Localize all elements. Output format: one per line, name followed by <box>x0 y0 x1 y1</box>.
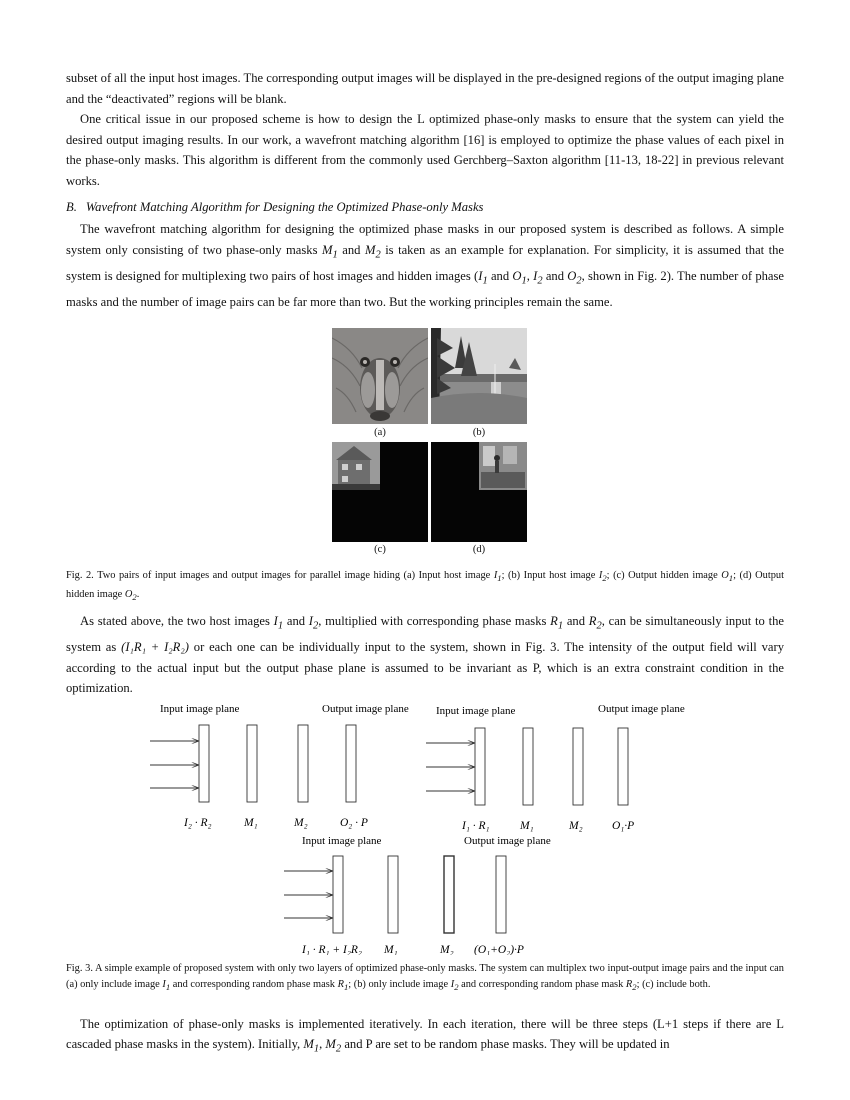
image-b-lake <box>431 328 527 424</box>
input-plane <box>333 856 343 933</box>
paragraph-1: subset of all the input host images. The corresponding output images will be displayed in the pre-designed regions of the output imaging plane and the “deactivated” regions will be blank. <box>66 71 784 106</box>
input-plane <box>475 728 485 805</box>
symbol-R1: $R_1$ <box>337 979 349 993</box>
text-run: and <box>342 242 361 257</box>
symbol-I1: $I_1$ <box>162 979 171 993</box>
output-plane-label: Output image plane <box>464 834 551 847</box>
label-c: (c) <box>374 544 386 556</box>
text-run: , multiplied with corresponding phase masks <box>318 614 547 629</box>
image-d-room <box>431 442 527 542</box>
text-run: and <box>545 268 565 283</box>
paragraph-5 <box>66 1014 784 1061</box>
text-run: and <box>286 614 306 629</box>
symbol-I1: $I_1$ <box>493 570 502 584</box>
output-plane-label: Output image plane <box>598 702 685 715</box>
figure-2-caption <box>66 568 784 605</box>
input-plane-label: Input image plane <box>436 704 516 717</box>
symbol-I2: $I_2$ <box>598 570 607 584</box>
plane-label: O₁·P <box>612 819 635 832</box>
text-run: . <box>136 588 140 600</box>
text-run: and <box>490 268 510 283</box>
input-plane-label: Input image plane <box>302 834 382 847</box>
text-run: and <box>566 614 586 629</box>
plane-label: M₁ <box>244 816 258 829</box>
combined-input-expression: (I₁R₁ + I₂R₂) <box>121 640 189 655</box>
text-run: or each one can be individually input to the system, shown in Fig. 3. The intensity of the output field will vary according to the actual input but the output phase plane is assumed to be invariant as P, which is an extra constraint condition in the optimization. <box>66 640 785 696</box>
figure-3-caption <box>66 961 784 996</box>
mask-m1 <box>388 856 398 933</box>
symbol-M1: $M_1$ <box>303 1037 320 1055</box>
text-run: , <box>526 268 530 283</box>
symbol-M2: $M_2$ <box>364 242 381 261</box>
symbol-I2: $I_2$ <box>450 979 459 993</box>
text-run: Fig. 2. Two pairs of input images and output images for parallel image hiding (a) Input host image <box>66 570 491 582</box>
input-plane <box>199 725 209 802</box>
text-run: , shown in Fig. 2). The number of phase masks and the number of image pairs can be far more than two. But the working principles remain the same. <box>66 268 784 309</box>
section-title: Wavefront Matching Algorithm for Designing the Optimized Phase-only Masks <box>85 200 484 214</box>
label-d: (d) <box>472 544 486 556</box>
plane-label: I₁ · R₁ + I₂R₂ <box>302 943 362 955</box>
figure-3-panel-b <box>426 703 685 832</box>
symbol-R2: $R_2$ <box>588 614 602 632</box>
symbol-I2: $I_2$ <box>308 614 319 632</box>
image-c-house <box>332 442 428 542</box>
section-number: B. <box>66 200 77 214</box>
image-a-baboon <box>332 328 428 424</box>
plane-label: M₁ <box>384 943 398 955</box>
figure-2 <box>66 328 784 566</box>
text-run: ; (b) Input host image <box>501 570 596 582</box>
label-b: (b) <box>472 427 486 439</box>
paragraph-2: One critical issue in our proposed scheme is how to design the L optimized phase-only masks to ensure that the system can yield the desired output imaging results. In our work, a wavefront matching algorithm [16] is employed to optimize the phase values of each pixel in the phase-only masks. This algorithm is different from the commonly used Gerchberg–Saxton algorithm [11-13, 18-22] in previous relevant works. <box>66 112 784 188</box>
text-run: , <box>319 1037 323 1052</box>
symbol-O1: $O_1$ <box>721 570 734 584</box>
output-plane-label: Output image plane <box>322 702 409 715</box>
paragraph-4 <box>66 611 784 699</box>
plane-label: M₂ <box>569 819 583 832</box>
plane-label: M₂ <box>440 943 454 955</box>
plane-label: I₂ · R₂ <box>184 816 212 829</box>
paragraph-3 <box>66 219 784 312</box>
symbol-R1: $R_1$ <box>550 614 564 632</box>
text-run: and corresponding random phase mask <box>461 979 624 991</box>
plane-label: I₁ · R₁ <box>462 819 490 832</box>
figure-3-panel-a <box>150 703 409 829</box>
text-run: ; (d) Output hidden image <box>66 570 785 600</box>
text-run: and corresponding random phase mask <box>172 979 335 991</box>
output-plane <box>346 725 356 802</box>
mask-m2 <box>298 725 308 802</box>
symbol-I1: $I_1$ <box>478 268 488 287</box>
symbol-I2: $I_2$ <box>533 268 543 287</box>
text-run: ; (b) only include image <box>348 979 449 991</box>
output-plane <box>618 728 628 805</box>
symbol-O2: $O_2$ <box>567 268 582 287</box>
section-heading <box>66 197 784 217</box>
mask-m1 <box>523 728 533 805</box>
symbol-O1: $O_1$ <box>512 268 527 287</box>
symbol-O2: $O_2$ <box>124 588 137 602</box>
text-run: and P are set to be random phase masks. They will be updated in <box>344 1037 670 1052</box>
text-run: The optimization of phase-only masks is implemented iteratively. In each iteration, there will be three steps (L+1 steps if there are L cascaded phase masks in the system). Initially, <box>66 1016 784 1052</box>
text-run: is taken as an example for explanation. For simplicity, it is assumed that the system is designed for multiplexing two pairs of host images and hidden images ( <box>66 242 785 283</box>
plane-label: M₂ <box>294 816 308 829</box>
text-run: The wavefront matching algorithm for designing the optimized phase masks in our proposed system is described as follows. A simple system only consisting of two phase-only masks <box>66 222 784 257</box>
text-run: As stated above, the two host images <box>80 614 270 629</box>
symbol-I1: $I_1$ <box>273 614 284 632</box>
text-run: ; (c) include both. <box>636 979 711 991</box>
output-plane <box>496 856 506 933</box>
mask-m2 <box>573 728 583 805</box>
symbol-M1: $M_1$ <box>322 242 338 261</box>
symbol-R2: $R_2$ <box>625 979 637 993</box>
symbol-M2: $M_2$ <box>325 1037 342 1055</box>
text-run: Fig. 3. A simple example of proposed system with only two layers of optimized phase-only masks. The system can multiplex two input-output image pairs and the input can (a) only include image <box>66 962 784 991</box>
figure-3-panel-c <box>284 835 551 955</box>
figure-3 <box>66 699 784 955</box>
text-run: , can be simultaneously input to the system as <box>66 614 784 655</box>
mask-m2 <box>444 856 454 933</box>
plane-label: M₁ <box>520 819 534 832</box>
plane-label: (O₁+O₂)·P <box>474 943 524 955</box>
plane-label: O₂ · P <box>340 816 368 829</box>
mask-m1 <box>247 725 257 802</box>
page-content <box>66 68 784 1060</box>
input-plane-label: Input image plane <box>160 702 240 715</box>
text-run: ; (c) Output hidden image <box>606 570 718 582</box>
label-a: (a) <box>374 427 386 439</box>
